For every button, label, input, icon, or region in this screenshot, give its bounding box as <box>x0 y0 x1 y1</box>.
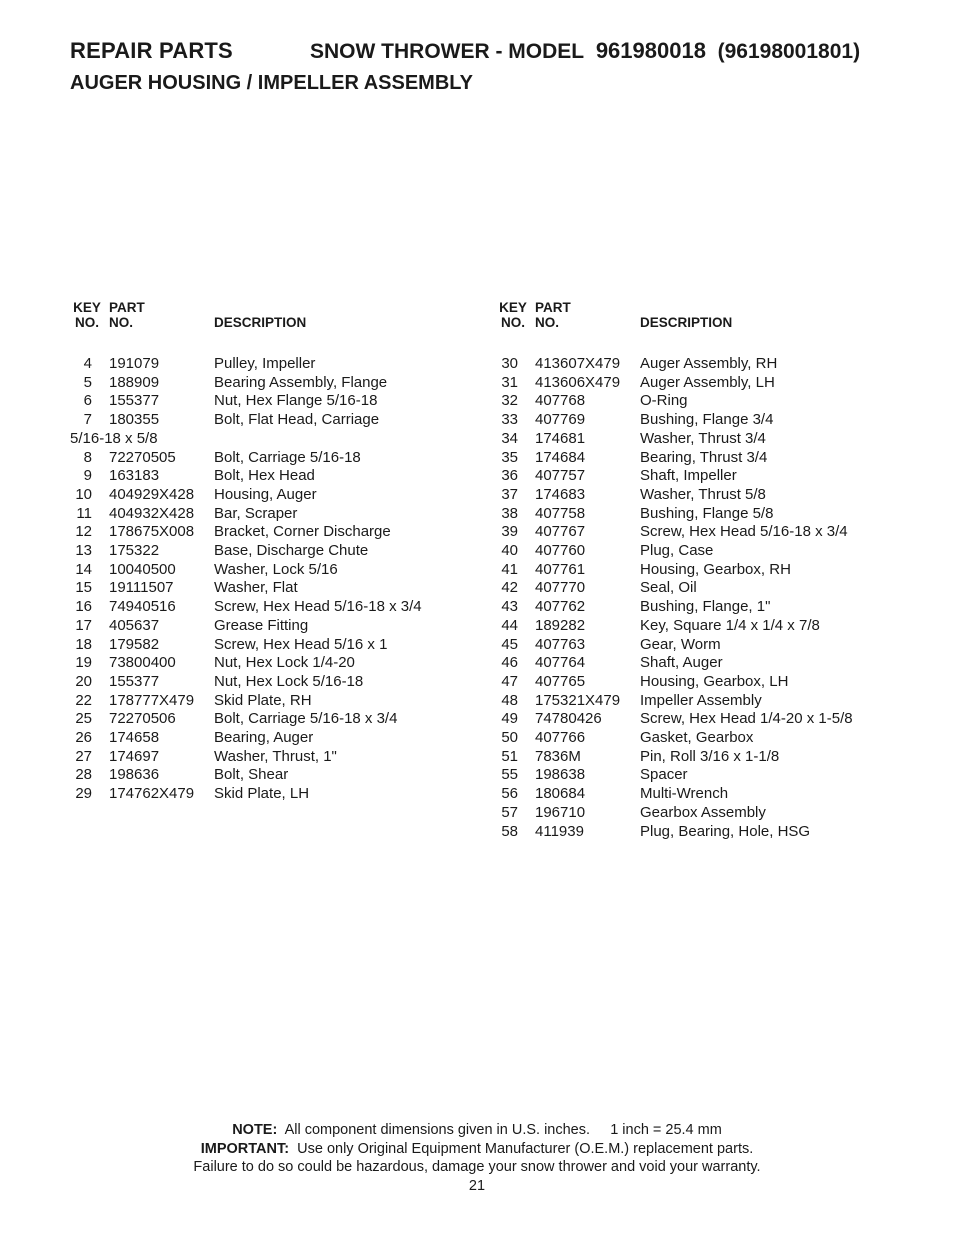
part-number: 180684 <box>535 785 586 803</box>
key-number: 4 <box>83 355 92 372</box>
key-number: 30 <box>501 355 518 372</box>
part-description: Screw, Hex Head 5/16 x 1 <box>214 635 388 653</box>
table-body <box>70 355 490 804</box>
table-row <box>496 785 936 804</box>
table-row <box>70 486 490 505</box>
part-description: Pin, Roll 3/16 x 1-1/8 <box>640 747 780 765</box>
table-row <box>70 355 490 374</box>
part-number: 198638 <box>535 766 586 784</box>
key-number: 12 <box>75 523 92 541</box>
part-number: 175322 <box>109 542 160 560</box>
key-number: 36 <box>501 467 518 485</box>
part-number: 407765 <box>535 672 586 690</box>
key-number: 56 <box>501 785 518 803</box>
part-number: 407770 <box>535 579 586 597</box>
part-description: Auger Assembly, RH <box>640 355 778 372</box>
part-description: Washer, Thrust, 1" <box>214 747 337 765</box>
table-header <box>496 300 936 346</box>
page-number: 21 <box>468 1177 486 1194</box>
table-row <box>496 467 936 486</box>
description-header: DESCRIPTION <box>214 315 307 330</box>
table-row <box>496 486 936 505</box>
key-header-2: NO. <box>500 315 525 330</box>
key-number: 48 <box>501 691 518 709</box>
part-description: Bearing Assembly, Flange <box>214 373 388 391</box>
key-number: 16 <box>75 598 92 616</box>
part-number: 72270505 <box>109 448 176 466</box>
table-row <box>496 392 936 411</box>
part-description: Base, Discharge Chute <box>214 542 369 560</box>
table-row <box>70 598 490 617</box>
part-number: 407768 <box>535 392 586 410</box>
table-row <box>70 654 490 673</box>
part-description: Auger Assembly, LH <box>640 373 775 391</box>
key-number: 11 <box>76 504 92 522</box>
part-number: 198636 <box>109 766 160 784</box>
table-row <box>496 729 936 748</box>
key-number: 29 <box>75 785 92 803</box>
key-number: 40 <box>501 542 518 560</box>
part-description: Bolt, Hex Head <box>214 467 315 485</box>
part-description: Bushing, Flange 5/8 <box>640 504 774 522</box>
table-row <box>70 523 490 542</box>
part-description: Bearing, Thrust 3/4 <box>640 448 768 466</box>
part-description: Shaft, Auger <box>640 654 723 672</box>
part-description: Key, Square 1/4 x 1/4 x 7/8 <box>640 616 820 634</box>
part-description: Gear, Worm <box>640 635 721 653</box>
key-number: 10 <box>75 485 92 503</box>
header-line <box>70 38 930 68</box>
table-row <box>70 766 490 785</box>
table-row <box>496 579 936 598</box>
table-row <box>70 579 490 598</box>
part-description: Multi-Wrench <box>640 785 729 803</box>
part-number: 404932X428 <box>109 504 195 522</box>
part-number: 10040500 <box>109 560 176 578</box>
part-number: 407762 <box>535 598 586 616</box>
table-row <box>496 449 936 468</box>
table-row <box>70 374 490 393</box>
table-row <box>496 598 936 617</box>
model-code: (96198001801) <box>717 40 861 63</box>
part-header-1: PART <box>109 300 145 315</box>
part-number: 407767 <box>535 523 586 541</box>
part-description: Washer, Flat <box>214 579 298 597</box>
part-number: 155377 <box>109 672 160 690</box>
key-number: 14 <box>75 560 92 578</box>
part-number: 191079 <box>109 355 160 372</box>
table-row <box>70 729 490 748</box>
part-number: 73800400 <box>109 654 176 672</box>
part-description: Seal, Oil <box>640 579 697 597</box>
part-number: 178675X008 <box>109 523 195 541</box>
part-number: 174683 <box>535 485 586 503</box>
table-row <box>496 823 936 842</box>
part-description: Housing, Auger <box>214 485 317 503</box>
part-description: Pulley, Impeller <box>214 355 316 372</box>
part-number: 175321X479 <box>535 691 621 709</box>
part-description: Bolt, Carriage 5/16-18 <box>214 448 361 466</box>
table-row <box>70 449 490 468</box>
key-number: 20 <box>75 672 92 690</box>
key-number: 58 <box>501 822 518 840</box>
table-row <box>70 505 490 524</box>
part-description: Washer, Thrust 3/4 <box>640 429 766 447</box>
table-header <box>70 300 490 346</box>
key-number: 26 <box>75 729 92 747</box>
part-description: Housing, Gearbox, LH <box>640 672 789 690</box>
table-row <box>496 561 936 580</box>
part-description: O-Ring <box>640 392 688 410</box>
part-description: Spacer <box>640 766 688 784</box>
part-description: Housing, Gearbox, RH <box>640 560 791 578</box>
table-row <box>70 785 490 804</box>
parts-table-right <box>496 300 936 841</box>
part-number: 407769 <box>535 411 586 429</box>
part-description: Nut, Hex Flange 5/16-18 <box>214 392 378 410</box>
part-header-2: NO. <box>535 315 560 330</box>
part-description: Shaft, Impeller <box>640 467 737 485</box>
part-number: 407763 <box>535 635 586 653</box>
part-description: Bracket, Corner Discharge <box>214 523 391 541</box>
part-number: 178777X479 <box>109 691 195 709</box>
key-number: 31 <box>501 373 518 391</box>
important-text: Use only Original Equipment Manufacturer (O.E.M.) replacement parts. <box>297 1140 754 1157</box>
part-description: Bearing, Auger <box>214 729 314 747</box>
table-row <box>496 523 936 542</box>
table-row <box>496 411 936 430</box>
key-number: 46 <box>501 654 518 672</box>
part-number: 155377 <box>109 392 160 410</box>
part-number: 407760 <box>535 542 586 560</box>
key-number: 45 <box>501 635 518 653</box>
key-number: 44 <box>501 616 518 634</box>
part-number: 407758 <box>535 504 586 522</box>
key-number: 28 <box>75 766 92 784</box>
part-number: 179582 <box>109 635 160 653</box>
page-footer <box>0 1121 954 1195</box>
part-description: Plug, Bearing, Hole, HSG <box>640 822 811 840</box>
table-row <box>70 542 490 561</box>
key-number: 18 <box>75 635 92 653</box>
key-number: 5 <box>83 373 92 391</box>
part-number: 163183 <box>109 467 160 485</box>
key-number: 37 <box>501 485 518 503</box>
key-number: 51 <box>501 747 518 765</box>
part-description: Screw, Hex Head 1/4-20 x 1-5/8 <box>640 710 853 728</box>
part-number: 174658 <box>109 729 160 747</box>
key-number: 25 <box>75 710 92 728</box>
part-number: 174697 <box>109 747 160 765</box>
part-description: Impeller Assembly <box>640 691 762 709</box>
part-number: 19111507 <box>109 579 174 597</box>
part-number: 411939 <box>535 822 584 840</box>
key-number: 42 <box>501 579 518 597</box>
part-description: Gasket, Gearbox <box>640 729 754 747</box>
key-number: 43 <box>501 598 518 616</box>
table-row <box>70 467 490 486</box>
part-description: Bolt, Flat Head, Carriage 5/16-18 x 5/8 <box>70 411 380 447</box>
part-number: 196710 <box>535 803 586 821</box>
table-row <box>70 392 490 411</box>
part-description: Bolt, Shear <box>214 766 289 784</box>
table-row <box>496 804 936 823</box>
warning-text: Failure to do so could be hazardous, damage your snow thrower and void your warranty. <box>193 1159 761 1175</box>
part-description: Screw, Hex Head 5/16-18 x 3/4 <box>640 523 848 541</box>
part-description: Gearbox Assembly <box>640 803 766 821</box>
key-number: 19 <box>75 654 92 672</box>
part-description: Skid Plate, LH <box>214 785 310 803</box>
key-number: 57 <box>501 803 518 821</box>
key-header-1: KEY <box>73 300 101 315</box>
key-number: 17 <box>75 616 92 634</box>
table-row <box>496 654 936 673</box>
table-row <box>70 692 490 711</box>
description-header: DESCRIPTION <box>640 315 733 330</box>
part-description: Bar, Scraper <box>214 504 298 522</box>
table-row <box>496 617 936 636</box>
part-description: Skid Plate, RH <box>214 691 312 709</box>
conversion-text: 1 inch = 25.4 mm <box>610 1122 722 1138</box>
part-description: Plug, Case <box>640 542 714 560</box>
section-title: REPAIR PARTS <box>70 38 233 63</box>
part-number: 413607X479 <box>535 355 621 372</box>
table-row <box>496 766 936 785</box>
part-header-1: PART <box>535 300 571 315</box>
table-row <box>70 636 490 655</box>
table-row <box>70 748 490 767</box>
part-number: 180355 <box>109 411 160 429</box>
key-number: 38 <box>501 504 518 522</box>
model-number: 961980018 <box>595 38 706 63</box>
table-row <box>496 692 936 711</box>
part-number: 407757 <box>535 467 586 485</box>
key-number: 13 <box>75 542 92 560</box>
part-description: Washer, Lock 5/16 <box>214 560 338 578</box>
part-description: Grease Fitting <box>214 616 309 634</box>
key-header-1: KEY <box>499 300 527 315</box>
page-subtitle: AUGER HOUSING / IMPELLER ASSEMBLY <box>70 72 474 94</box>
key-number: 27 <box>75 747 92 765</box>
key-number: 22 <box>75 691 92 709</box>
model-title <box>310 38 860 64</box>
key-number: 34 <box>501 429 518 447</box>
part-header-2: NO. <box>109 315 134 330</box>
key-number: 41 <box>501 560 518 578</box>
part-number: 407761 <box>535 560 586 578</box>
part-number: 174681 <box>535 429 586 447</box>
key-number: 9 <box>83 467 92 485</box>
table-row <box>70 561 490 580</box>
part-description: Screw, Hex Head 5/16-18 x 3/4 <box>214 598 422 616</box>
table-row <box>496 374 936 393</box>
key-number: 6 <box>83 392 92 410</box>
part-number: 74780426 <box>535 710 602 728</box>
key-number: 15 <box>75 579 92 597</box>
part-number: 7836M <box>535 747 581 765</box>
key-number: 33 <box>501 411 518 429</box>
model-prefix: SNOW THROWER - MODEL <box>310 40 585 63</box>
important-label: IMPORTANT: <box>200 1140 290 1157</box>
table-body <box>496 355 936 841</box>
table-row <box>496 505 936 524</box>
note-text: All component dimensions given in U.S. inches. <box>284 1122 591 1138</box>
part-description: Nut, Hex Lock 1/4-20 <box>214 654 355 672</box>
part-number: 74940516 <box>109 598 176 616</box>
table-row <box>496 673 936 692</box>
part-number: 407764 <box>535 654 586 672</box>
part-number: 174762X479 <box>109 785 195 803</box>
part-description: Bushing, Flange 3/4 <box>640 411 774 429</box>
key-number: 55 <box>501 766 518 784</box>
key-number: 49 <box>501 710 518 728</box>
key-number: 39 <box>501 523 518 541</box>
key-number: 32 <box>501 392 518 410</box>
table-row <box>496 430 936 449</box>
table-row <box>496 710 936 729</box>
page-header <box>70 38 930 94</box>
part-description: Bolt, Carriage 5/16-18 x 3/4 <box>214 710 398 728</box>
table-row <box>70 617 490 636</box>
part-number: 188909 <box>109 373 160 391</box>
key-number: 7 <box>83 411 92 429</box>
table-row <box>70 673 490 692</box>
parts-table-left <box>70 300 490 804</box>
table-row <box>70 411 490 448</box>
part-number: 407766 <box>535 729 586 747</box>
table-row <box>496 636 936 655</box>
table-row <box>496 542 936 561</box>
part-number: 174684 <box>535 448 586 466</box>
part-description: Nut, Hex Lock 5/16-18 <box>214 672 364 690</box>
table-row <box>496 748 936 767</box>
part-description: Bushing, Flange, 1" <box>640 598 771 616</box>
key-number: 47 <box>501 672 518 690</box>
part-description: Washer, Thrust 5/8 <box>640 485 766 503</box>
key-header-2: NO. <box>74 315 99 330</box>
part-number: 72270506 <box>109 710 176 728</box>
part-number: 404929X428 <box>109 485 195 503</box>
part-number: 189282 <box>535 616 586 634</box>
part-number: 413606X479 <box>535 373 621 391</box>
key-number: 35 <box>501 448 518 466</box>
note-line <box>0 1121 954 1140</box>
important-line <box>0 1140 954 1159</box>
table-row <box>496 355 936 374</box>
key-number: 50 <box>501 729 518 747</box>
part-number: 405637 <box>109 616 160 634</box>
key-number: 8 <box>83 448 92 466</box>
note-label: NOTE: <box>232 1122 278 1138</box>
table-row <box>70 710 490 729</box>
